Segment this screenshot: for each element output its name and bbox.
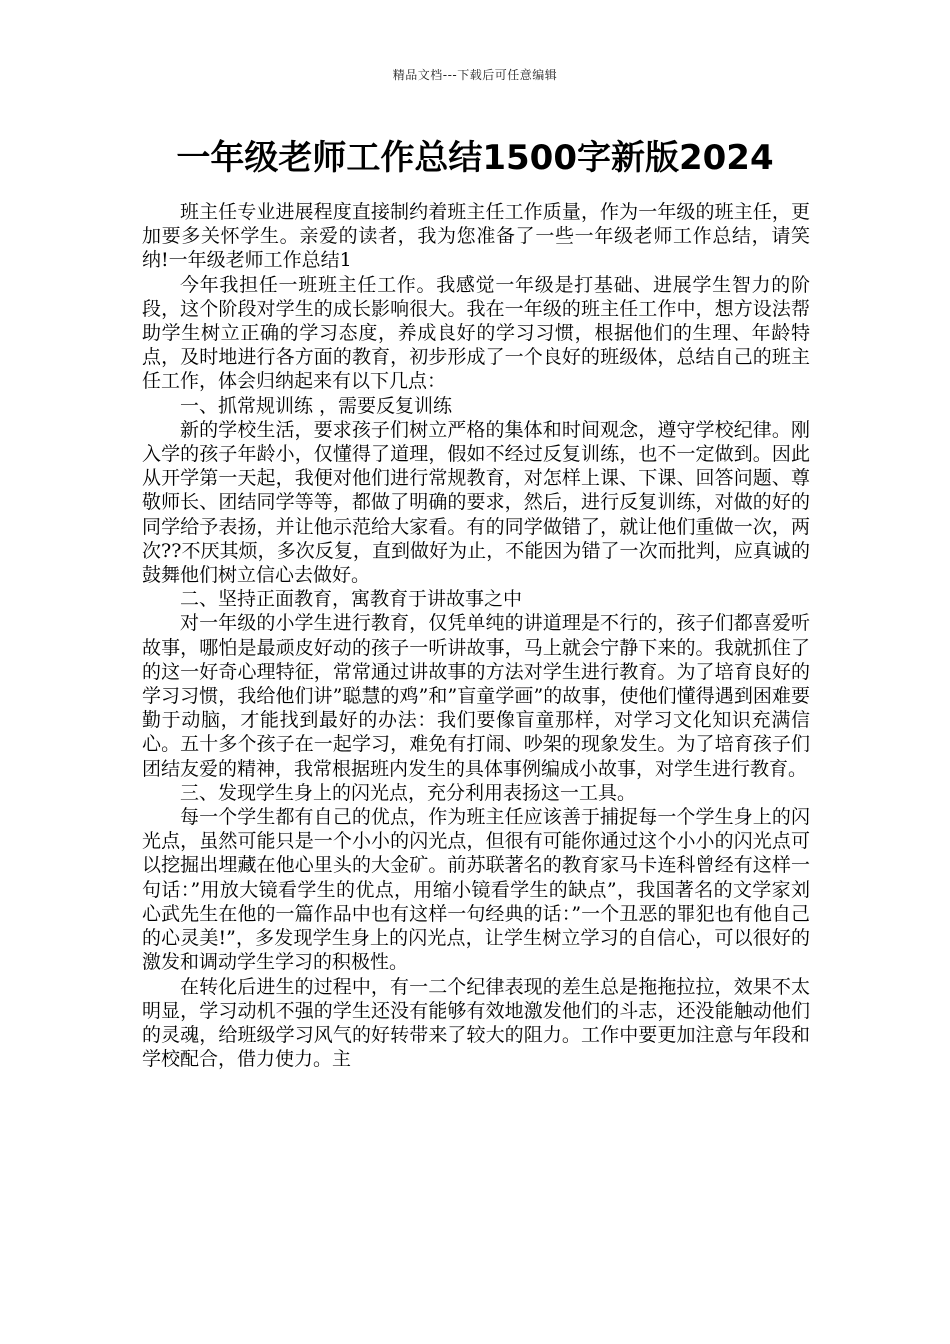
paragraph: 班主任专业进展程度直接制约着班主任工作质量，作为一年级的班主任，更加要多关怀学生。亲爱的读者，我为您准备了一些一年级老师工作总结，请笑纳!一年级老师工作总结1	[142, 201, 810, 272]
section-heading: 三、发现学生身上的闪光点，充分利用表扬这一工具。	[180, 781, 637, 804]
header-note: 精品文档---下载后可任意编辑	[392, 68, 558, 82]
paragraph: 新的学校生活，要求孩子们树立严格的集体和时间观念，遵守学校纪律。刚入学的孩子年龄小，仅懂得了道理，假如不经过反复训练，也不一定做到。因此从开学第一天起，我便对他们进行常规教育，对怎样上课、下课、回答问题、尊敬师长、团结同学等等，都做了明确的要求，然后，进行反复训练，对做的好的同学给予表扬，并让他示范给大家看。有的同学做错了，就让他们重做一次，两次??不厌其烦，多次反复，直到做好为止，不能因为错了一次而批判，应真诚的鼓舞他们树立信心去做好。	[142, 418, 810, 587]
paragraph: 对一年级的小学生进行教育，仅凭单纯的讲道理是不行的，孩子们都喜爱听故事，哪怕是最顽皮好动的孩子一听讲故事，马上就会宁静下来的。我就抓住了的这一好奇心理特征，常常通过讲故事的方法对学生进行教育。为了培育良好的学习习惯，我给他们讲”聪慧的鸡”和”盲童学画”的故事，使他们懂得遇到困难要勤于动脑，才能找到最好的办法：我们要像盲童那样，对学习文化知识充满信心。五十多个孩子在一起学习，难免有打闹、吵架的现象发生。为了培育孩子们团结友爱的精神，我常根据班内发生的具体事例编成小故事，对学生进行教育。	[142, 612, 810, 780]
paragraph: 今年我担任一班班主任工作。我感觉一年级是打基础、进展学生智力的阶段，这个阶段对学生的成长影响很大。我在一年级的班主任工作中，想方设法帮助学生树立正确的学习态度，养成良好的学习习惯，根据他们的生理、年龄特点，及时地进行各方面的教育，初步形成了一个良好的班级体，总结自己的班主任工作，体会归纳起来有以下几点：	[142, 273, 810, 393]
section-heading: 一、抓常规训练 ，需要反复训练	[180, 394, 453, 417]
paragraph: 每一个学生都有自己的优点，作为班主任应该善于捕捉每一个学生身上的闪光点，虽然可能只是一个小小的闪光点，但很有可能你通过这个小小的闪光点可以挖掘出埋藏在他心里头的大金矿。前苏联著名的教育家马卡连科曾经有这样一句话：”用放大镜看学生的优点，用缩小镜看学生的缺点”，我国著名的文学家刘心武先生在他的一篇作品中也有这样一句经典的话：”一个丑恶的罪犯也有他自己的心灵美!”，多发现学生身上的闪光点，让学生树立学习的自信心，可以很好的激发和调动学生学习的积极性。	[142, 806, 810, 974]
document-body	[142, 200, 810, 1071]
paragraph: 在转化后进生的过程中，有一二个纪律表现的差生总是拖拖拉拉，效果不太明显，学习动机不强的学生还没有能够有效地激发他们的斗志，还没能触动他们的灵魂，给班级学习风气的好转带来了较大的阻力。工作中要更加注意与年段和学校配合，借力使力。主	[142, 975, 810, 1071]
document-title: 一年级老师工作总结1500字新版2024	[176, 138, 774, 178]
section-heading: 二、坚持正面教育，寓教育于讲故事之中	[180, 588, 523, 611]
